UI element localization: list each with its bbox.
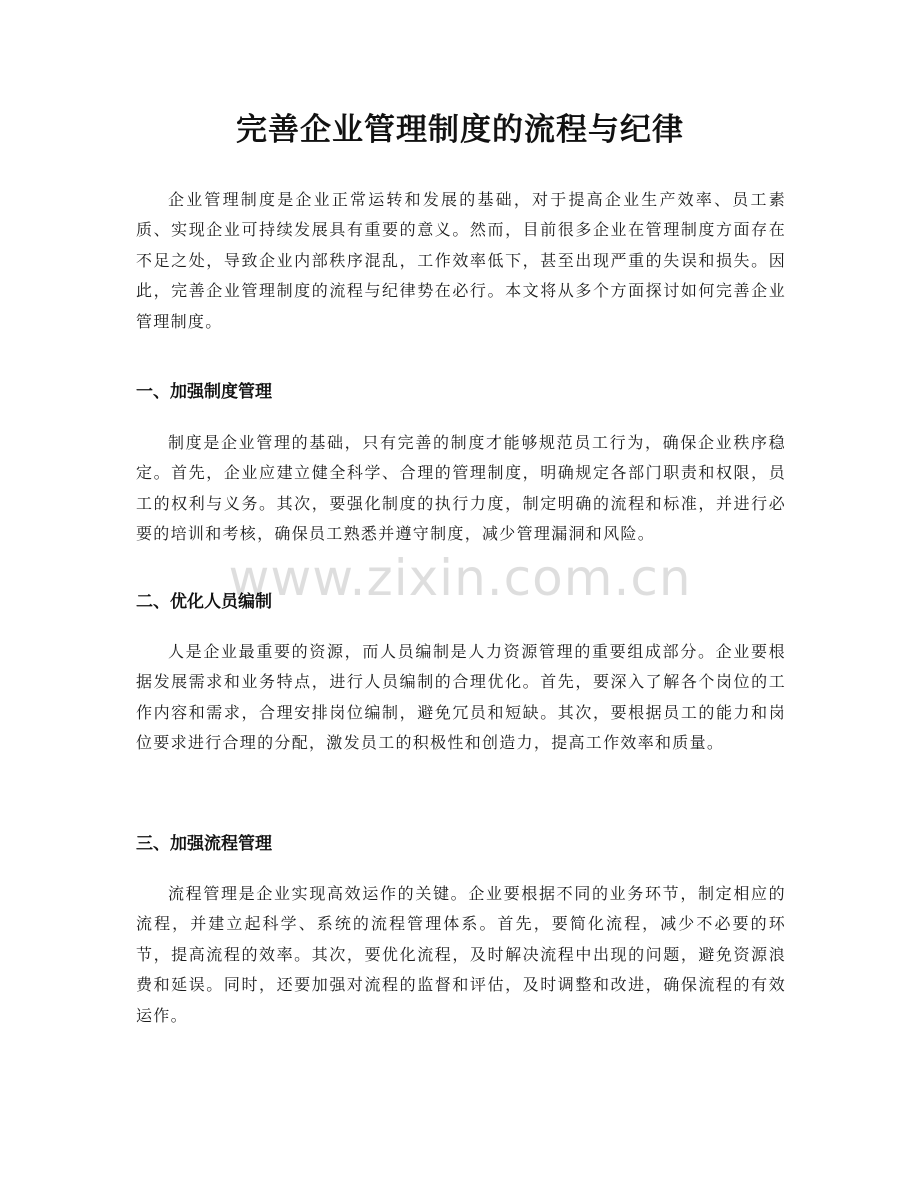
section-heading-2: 二、优化人员编制 [136,592,272,612]
section-body-3: 流程管理是企业实现高效运作的关键。企业要根据不同的业务环节，制定相应的流程，并建立起科学、系统的流程管理体系。首先，要简化流程，减少不必要的环节，提高流程的效率。其次，要优化流程，及时解决流程中出现的问题，避免资源浪费和延误。同时，还要加强对流程的监督和评估，及时调整和改进，确保流程的有效运作。 [136,884,786,1025]
section-body-2: 人是企业最重要的资源，而人员编制是人力资源管理的重要组成部分。企业要根据发展需求和业务特点，进行人员编制的合理优化。首先，要深入了解各个岗位的工作内容和需求，合理安排岗位编制，避免冗员和短缺。其次，要根据员工的能力和岗位要求进行合理的分配，激发员工的积极性和创造力，提高工作效率和质量。 [136,642,786,753]
section-heading-1: 一、加强制度管理 [136,382,272,402]
section-heading-3: 三、加强流程管理 [136,834,272,854]
document-title: 完善企业管理制度的流程与纪律 [236,112,684,148]
section-body-1: 制度是企业管理的基础，只有完善的制度才能够规范员工行为，确保企业秩序稳定。首先，企业应建立健全科学、合理的管理制度，明确规定各部门职责和权限，员工的权利与义务。其次，要强化制度的执行力度，制定明确的流程和标准，并进行必要的培训和考核，确保员工熟悉并遵守制度，减少管理漏洞和风险。 [136,433,786,544]
intro-paragraph: 企业管理制度是企业正常运转和发展的基础，对于提高企业生产效率、员工素质、实现企业可持续发展具有重要的意义。然而，目前很多企业在管理制度方面存在不足之处，导致企业内部秩序混乱，工作效率低下，甚至出现严重的失误和损失。因此，完善企业管理制度的流程与纪律势在必行。本文将从多个方面探讨如何完善企业管理制度。 [136,190,786,331]
watermark-text: www.zixin.com.cn [228,549,692,607]
